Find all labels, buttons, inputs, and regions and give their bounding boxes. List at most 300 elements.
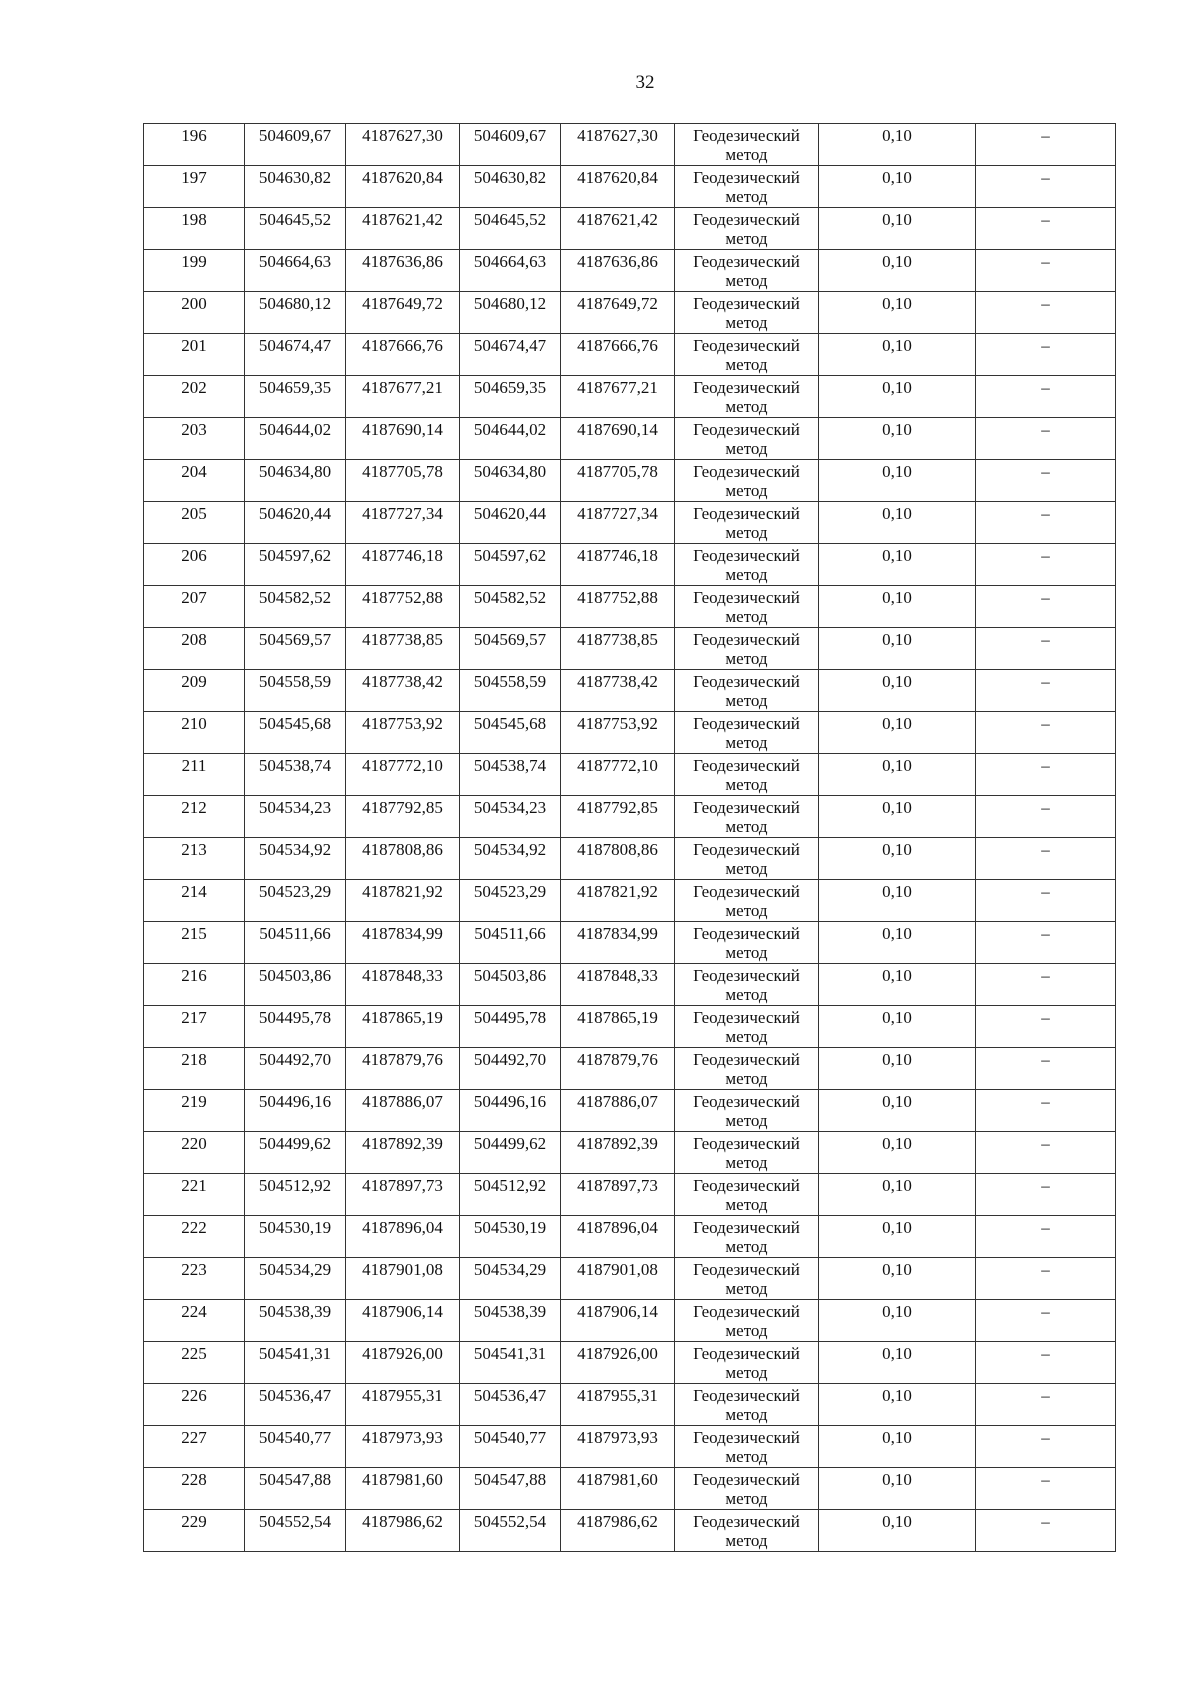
method-cell bbox=[675, 1342, 819, 1384]
table-row bbox=[144, 1468, 1116, 1510]
extra-cell-text: – bbox=[1041, 420, 1050, 439]
y-coordinate-repeat-cell bbox=[561, 376, 675, 418]
y-coordinate-cell-text: 4187666,76 bbox=[362, 336, 443, 355]
extra-cell bbox=[976, 1132, 1116, 1174]
x-coordinate-repeat-cell-text: 504495,78 bbox=[473, 1008, 547, 1027]
extra-cell bbox=[976, 502, 1116, 544]
accuracy-cell bbox=[819, 544, 976, 586]
point-number-cell bbox=[144, 628, 245, 670]
table-row bbox=[144, 292, 1116, 334]
point-number-cell-text: 216 bbox=[181, 966, 207, 985]
method-cell bbox=[675, 250, 819, 292]
x-coordinate-repeat-cell-text: 504512,92 bbox=[473, 1176, 547, 1195]
accuracy-cell bbox=[819, 334, 976, 376]
point-number-cell-text: 204 bbox=[181, 462, 207, 481]
extra-cell bbox=[976, 208, 1116, 250]
y-coordinate-cell-text: 4187981,60 bbox=[362, 1470, 443, 1489]
extra-cell bbox=[976, 670, 1116, 712]
y-coordinate-repeat-cell bbox=[561, 418, 675, 460]
x-coordinate-cell bbox=[245, 1006, 346, 1048]
accuracy-cell bbox=[819, 712, 976, 754]
table-row bbox=[144, 334, 1116, 376]
y-coordinate-cell-text: 4187865,19 bbox=[362, 1008, 443, 1027]
y-coordinate-repeat-cell bbox=[561, 670, 675, 712]
x-coordinate-repeat-cell-text: 504503,86 bbox=[473, 966, 547, 985]
y-coordinate-cell bbox=[346, 124, 460, 166]
extra-cell-text: – bbox=[1041, 1470, 1050, 1489]
table-row bbox=[144, 922, 1116, 964]
x-coordinate-repeat-cell-text: 504630,82 bbox=[473, 168, 547, 187]
x-coordinate-cell-text: 504558,59 bbox=[258, 672, 332, 691]
extra-cell bbox=[976, 544, 1116, 586]
method-cell bbox=[675, 712, 819, 754]
y-coordinate-cell bbox=[346, 292, 460, 334]
point-number-cell-text: 196 bbox=[181, 126, 207, 145]
x-coordinate-cell bbox=[245, 1258, 346, 1300]
accuracy-cell bbox=[819, 1048, 976, 1090]
accuracy-cell-text: 0,10 bbox=[882, 168, 912, 187]
x-coordinate-cell-text: 504534,92 bbox=[258, 840, 332, 859]
point-number-cell-text: 208 bbox=[181, 630, 207, 649]
y-coordinate-repeat-cell bbox=[561, 1132, 675, 1174]
method-line2: метод bbox=[725, 1489, 768, 1508]
x-coordinate-repeat-cell-text: 504534,29 bbox=[473, 1260, 547, 1279]
x-coordinate-cell-text: 504534,29 bbox=[258, 1260, 332, 1279]
accuracy-cell-text: 0,10 bbox=[882, 756, 912, 775]
extra-cell-text: – bbox=[1041, 630, 1050, 649]
accuracy-cell bbox=[819, 1258, 976, 1300]
y-coordinate-repeat-cell bbox=[561, 124, 675, 166]
table-row bbox=[144, 628, 1116, 670]
point-number-cell bbox=[144, 166, 245, 208]
y-coordinate-repeat-cell bbox=[561, 628, 675, 670]
extra-cell bbox=[976, 964, 1116, 1006]
method-line2: метод bbox=[725, 397, 768, 416]
point-number-cell bbox=[144, 754, 245, 796]
table-row bbox=[144, 250, 1116, 292]
y-coordinate-cell-text: 4187738,85 bbox=[362, 630, 443, 649]
extra-cell bbox=[976, 124, 1116, 166]
extra-cell-text: – bbox=[1041, 294, 1050, 313]
x-coordinate-cell bbox=[245, 1468, 346, 1510]
method-line2: метод bbox=[725, 1363, 768, 1382]
x-coordinate-cell bbox=[245, 964, 346, 1006]
y-coordinate-repeat-cell-text: 4187897,73 bbox=[577, 1176, 658, 1195]
method-line2: метод bbox=[725, 691, 768, 710]
method-line1: Геодезический bbox=[693, 1134, 800, 1153]
accuracy-cell-text: 0,10 bbox=[882, 1008, 912, 1027]
accuracy-cell bbox=[819, 796, 976, 838]
y-coordinate-cell bbox=[346, 586, 460, 628]
method-line1: Геодезический bbox=[693, 210, 800, 229]
x-coordinate-cell bbox=[245, 670, 346, 712]
method-line2: метод bbox=[725, 901, 768, 920]
extra-cell-text: – bbox=[1041, 1302, 1050, 1321]
x-coordinate-cell bbox=[245, 124, 346, 166]
x-coordinate-repeat-cell bbox=[460, 1090, 561, 1132]
x-coordinate-repeat-cell-text: 504536,47 bbox=[473, 1386, 547, 1405]
method-line1: Геодезический bbox=[693, 924, 800, 943]
method-line1: Геодезический bbox=[693, 588, 800, 607]
accuracy-cell-text: 0,10 bbox=[882, 1512, 912, 1531]
x-coordinate-cell-text: 504545,68 bbox=[258, 714, 332, 733]
x-coordinate-cell bbox=[245, 712, 346, 754]
extra-cell-text: – bbox=[1041, 1134, 1050, 1153]
method-line2: метод bbox=[725, 985, 768, 1004]
extra-cell-text: – bbox=[1041, 1344, 1050, 1363]
point-number-cell bbox=[144, 460, 245, 502]
method-line2: метод bbox=[725, 145, 768, 164]
y-coordinate-cell bbox=[346, 250, 460, 292]
y-coordinate-repeat-cell-text: 4187627,30 bbox=[577, 126, 658, 145]
method-line1: Геодезический bbox=[693, 882, 800, 901]
method-cell bbox=[675, 838, 819, 880]
accuracy-cell bbox=[819, 502, 976, 544]
y-coordinate-repeat-cell bbox=[561, 964, 675, 1006]
table-row bbox=[144, 460, 1116, 502]
table-row bbox=[144, 418, 1116, 460]
y-coordinate-repeat-cell bbox=[561, 1426, 675, 1468]
x-coordinate-cell bbox=[245, 208, 346, 250]
table-row bbox=[144, 1132, 1116, 1174]
y-coordinate-cell-text: 4187808,86 bbox=[362, 840, 443, 859]
extra-cell-text: – bbox=[1041, 798, 1050, 817]
y-coordinate-cell bbox=[346, 880, 460, 922]
method-line2: метод bbox=[725, 1153, 768, 1172]
accuracy-cell bbox=[819, 1384, 976, 1426]
point-number-cell-text: 215 bbox=[181, 924, 207, 943]
y-coordinate-repeat-cell-text: 4187738,42 bbox=[577, 672, 658, 691]
point-number-cell-text: 221 bbox=[181, 1176, 207, 1195]
table-row bbox=[144, 1342, 1116, 1384]
y-coordinate-repeat-cell bbox=[561, 712, 675, 754]
x-coordinate-repeat-cell bbox=[460, 880, 561, 922]
y-coordinate-cell bbox=[346, 1300, 460, 1342]
x-coordinate-repeat-cell bbox=[460, 166, 561, 208]
x-coordinate-cell-text: 504534,23 bbox=[258, 798, 332, 817]
y-coordinate-repeat-cell-text: 4187636,86 bbox=[577, 252, 658, 271]
y-coordinate-cell bbox=[346, 964, 460, 1006]
x-coordinate-cell bbox=[245, 796, 346, 838]
method-line2: метод bbox=[725, 1069, 768, 1088]
method-cell bbox=[675, 1174, 819, 1216]
y-coordinate-repeat-cell bbox=[561, 1510, 675, 1552]
method-cell bbox=[675, 418, 819, 460]
y-coordinate-repeat-cell bbox=[561, 1300, 675, 1342]
x-coordinate-repeat-cell-text: 504540,77 bbox=[473, 1428, 547, 1447]
method-line2: метод bbox=[725, 817, 768, 836]
extra-cell-text: – bbox=[1041, 714, 1050, 733]
extra-cell bbox=[976, 1006, 1116, 1048]
method-line2: метод bbox=[725, 1111, 768, 1130]
table-row bbox=[144, 1216, 1116, 1258]
y-coordinate-cell bbox=[346, 796, 460, 838]
y-coordinate-cell-text: 4187621,42 bbox=[362, 210, 443, 229]
y-coordinate-repeat-cell bbox=[561, 1468, 675, 1510]
point-number-cell bbox=[144, 376, 245, 418]
x-coordinate-cell bbox=[245, 502, 346, 544]
method-line2: метод bbox=[725, 649, 768, 668]
x-coordinate-cell-text: 504552,54 bbox=[258, 1512, 332, 1531]
y-coordinate-repeat-cell-text: 4187906,14 bbox=[577, 1302, 658, 1321]
accuracy-cell bbox=[819, 1216, 976, 1258]
table-row bbox=[144, 670, 1116, 712]
point-number-cell-text: 223 bbox=[181, 1260, 207, 1279]
method-cell bbox=[675, 1090, 819, 1132]
x-coordinate-repeat-cell bbox=[460, 1510, 561, 1552]
x-coordinate-cell bbox=[245, 418, 346, 460]
method-cell bbox=[675, 628, 819, 670]
point-number-cell-text: 205 bbox=[181, 504, 207, 523]
y-coordinate-repeat-cell bbox=[561, 1048, 675, 1090]
y-coordinate-cell bbox=[346, 712, 460, 754]
extra-cell-text: – bbox=[1041, 252, 1050, 271]
extra-cell-text: – bbox=[1041, 210, 1050, 229]
extra-cell bbox=[976, 922, 1116, 964]
x-coordinate-repeat-cell bbox=[460, 250, 561, 292]
method-line1: Геодезический bbox=[693, 672, 800, 691]
x-coordinate-repeat-cell bbox=[460, 1426, 561, 1468]
extra-cell-text: – bbox=[1041, 1050, 1050, 1069]
point-number-cell bbox=[144, 1216, 245, 1258]
extra-cell bbox=[976, 460, 1116, 502]
table-row bbox=[144, 838, 1116, 880]
x-coordinate-cell bbox=[245, 1174, 346, 1216]
accuracy-cell-text: 0,10 bbox=[882, 1428, 912, 1447]
method-line2: метод bbox=[725, 313, 768, 332]
x-coordinate-repeat-cell-text: 504534,92 bbox=[473, 840, 547, 859]
x-coordinate-repeat-cell bbox=[460, 1384, 561, 1426]
x-coordinate-repeat-cell-text: 504530,19 bbox=[473, 1218, 547, 1237]
y-coordinate-cell-text: 4187892,39 bbox=[362, 1134, 443, 1153]
x-coordinate-cell-text: 504620,44 bbox=[258, 504, 332, 523]
y-coordinate-cell bbox=[346, 460, 460, 502]
y-coordinate-cell bbox=[346, 1468, 460, 1510]
x-coordinate-cell bbox=[245, 1216, 346, 1258]
point-number-cell-text: 206 bbox=[181, 546, 207, 565]
point-number-cell bbox=[144, 502, 245, 544]
extra-cell-text: – bbox=[1041, 504, 1050, 523]
y-coordinate-repeat-cell bbox=[561, 796, 675, 838]
y-coordinate-repeat-cell bbox=[561, 166, 675, 208]
x-coordinate-repeat-cell bbox=[460, 1300, 561, 1342]
point-number-cell bbox=[144, 1132, 245, 1174]
method-line1: Геодезический bbox=[693, 1344, 800, 1363]
y-coordinate-cell-text: 4187897,73 bbox=[362, 1176, 443, 1195]
x-coordinate-repeat-cell bbox=[460, 460, 561, 502]
x-coordinate-cell-text: 504503,86 bbox=[258, 966, 332, 985]
method-line2: метод bbox=[725, 1405, 768, 1424]
y-coordinate-cell-text: 4187879,76 bbox=[362, 1050, 443, 1069]
y-coordinate-repeat-cell-text: 4187848,33 bbox=[577, 966, 658, 985]
extra-cell bbox=[976, 1258, 1116, 1300]
x-coordinate-repeat-cell-text: 504569,57 bbox=[473, 630, 547, 649]
y-coordinate-cell bbox=[346, 1258, 460, 1300]
point-number-cell bbox=[144, 1342, 245, 1384]
method-cell bbox=[675, 880, 819, 922]
y-coordinate-repeat-cell-text: 4187886,07 bbox=[577, 1092, 658, 1111]
x-coordinate-repeat-cell-text: 504523,29 bbox=[473, 882, 547, 901]
y-coordinate-cell bbox=[346, 922, 460, 964]
y-coordinate-repeat-cell bbox=[561, 208, 675, 250]
method-cell bbox=[675, 586, 819, 628]
x-coordinate-repeat-cell-text: 504558,59 bbox=[473, 672, 547, 691]
x-coordinate-cell bbox=[245, 250, 346, 292]
y-coordinate-cell bbox=[346, 838, 460, 880]
table-body bbox=[144, 124, 1116, 1552]
x-coordinate-cell-text: 504674,47 bbox=[258, 336, 332, 355]
x-coordinate-repeat-cell bbox=[460, 628, 561, 670]
extra-cell bbox=[976, 712, 1116, 754]
point-number-cell-text: 229 bbox=[181, 1512, 207, 1531]
point-number-cell bbox=[144, 250, 245, 292]
accuracy-cell bbox=[819, 418, 976, 460]
point-number-cell bbox=[144, 418, 245, 460]
method-cell bbox=[675, 796, 819, 838]
x-coordinate-cell bbox=[245, 1342, 346, 1384]
point-number-cell-text: 210 bbox=[181, 714, 207, 733]
extra-cell bbox=[976, 376, 1116, 418]
accuracy-cell bbox=[819, 1426, 976, 1468]
x-coordinate-repeat-cell-text: 504511,66 bbox=[474, 924, 546, 943]
method-cell bbox=[675, 124, 819, 166]
accuracy-cell-text: 0,10 bbox=[882, 1470, 912, 1489]
x-coordinate-repeat-cell-text: 504492,70 bbox=[473, 1050, 547, 1069]
method-line1: Геодезический bbox=[693, 966, 800, 985]
x-coordinate-cell-text: 504495,78 bbox=[258, 1008, 332, 1027]
point-number-cell-text: 217 bbox=[181, 1008, 207, 1027]
point-number-cell bbox=[144, 124, 245, 166]
y-coordinate-cell-text: 4187926,00 bbox=[362, 1344, 443, 1363]
y-coordinate-cell-text: 4187886,07 bbox=[362, 1092, 443, 1111]
accuracy-cell-text: 0,10 bbox=[882, 882, 912, 901]
accuracy-cell-text: 0,10 bbox=[882, 1176, 912, 1195]
x-coordinate-cell bbox=[245, 166, 346, 208]
table-row bbox=[144, 1258, 1116, 1300]
table-row bbox=[144, 1174, 1116, 1216]
y-coordinate-cell-text: 4187772,10 bbox=[362, 756, 443, 775]
accuracy-cell-text: 0,10 bbox=[882, 840, 912, 859]
extra-cell-text: – bbox=[1041, 1386, 1050, 1405]
x-coordinate-cell-text: 504645,52 bbox=[258, 210, 332, 229]
x-coordinate-cell-text: 504634,80 bbox=[258, 462, 332, 481]
method-line1: Геодезический bbox=[693, 1008, 800, 1027]
accuracy-cell bbox=[819, 586, 976, 628]
point-number-cell-text: 218 bbox=[181, 1050, 207, 1069]
method-line2: метод bbox=[725, 1279, 768, 1298]
accuracy-cell-text: 0,10 bbox=[882, 210, 912, 229]
extra-cell-text: – bbox=[1041, 1260, 1050, 1279]
point-number-cell bbox=[144, 334, 245, 376]
method-line1: Геодезический bbox=[693, 462, 800, 481]
extra-cell bbox=[976, 880, 1116, 922]
x-coordinate-cell-text: 504523,29 bbox=[258, 882, 332, 901]
y-coordinate-repeat-cell bbox=[561, 586, 675, 628]
y-coordinate-repeat-cell-text: 4187896,04 bbox=[577, 1218, 658, 1237]
accuracy-cell bbox=[819, 166, 976, 208]
x-coordinate-repeat-cell-text: 504620,44 bbox=[473, 504, 547, 523]
extra-cell bbox=[976, 1510, 1116, 1552]
y-coordinate-cell bbox=[346, 1006, 460, 1048]
method-line2: метод bbox=[725, 565, 768, 584]
x-coordinate-repeat-cell bbox=[460, 712, 561, 754]
extra-cell-text: – bbox=[1041, 840, 1050, 859]
method-cell bbox=[675, 1510, 819, 1552]
method-line1: Геодезический bbox=[693, 1470, 800, 1489]
table-row bbox=[144, 1300, 1116, 1342]
y-coordinate-cell bbox=[346, 334, 460, 376]
method-cell bbox=[675, 334, 819, 376]
x-coordinate-cell-text: 504538,39 bbox=[258, 1302, 332, 1321]
extra-cell bbox=[976, 1174, 1116, 1216]
x-coordinate-cell-text: 504664,63 bbox=[258, 252, 332, 271]
x-coordinate-cell bbox=[245, 880, 346, 922]
y-coordinate-cell-text: 4187792,85 bbox=[362, 798, 443, 817]
x-coordinate-cell-text: 504540,77 bbox=[258, 1428, 332, 1447]
y-coordinate-repeat-cell-text: 4187834,99 bbox=[577, 924, 658, 943]
extra-cell-text: – bbox=[1041, 1092, 1050, 1111]
extra-cell bbox=[976, 1342, 1116, 1384]
point-number-cell-text: 227 bbox=[181, 1428, 207, 1447]
method-line1: Геодезический bbox=[693, 1386, 800, 1405]
point-number-cell bbox=[144, 1468, 245, 1510]
x-coordinate-cell bbox=[245, 1510, 346, 1552]
y-coordinate-repeat-cell-text: 4187738,85 bbox=[577, 630, 658, 649]
accuracy-cell bbox=[819, 1342, 976, 1384]
extra-cell-text: – bbox=[1041, 588, 1050, 607]
page-number: 32 bbox=[635, 72, 655, 93]
y-coordinate-cell bbox=[346, 1510, 460, 1552]
point-number-cell-text: 207 bbox=[181, 588, 207, 607]
point-number-cell-text: 212 bbox=[181, 798, 207, 817]
accuracy-cell-text: 0,10 bbox=[882, 252, 912, 271]
accuracy-cell-text: 0,10 bbox=[882, 1218, 912, 1237]
method-line1: Геодезический bbox=[693, 546, 800, 565]
method-cell bbox=[675, 964, 819, 1006]
y-coordinate-cell-text: 4187753,92 bbox=[362, 714, 443, 733]
method-line2: метод bbox=[725, 1195, 768, 1214]
x-coordinate-repeat-cell-text: 504552,54 bbox=[473, 1512, 547, 1531]
accuracy-cell bbox=[819, 1006, 976, 1048]
x-coordinate-cell-text: 504541,31 bbox=[258, 1344, 332, 1363]
y-coordinate-cell-text: 4187848,33 bbox=[362, 966, 443, 985]
y-coordinate-cell bbox=[346, 754, 460, 796]
method-line2: метод bbox=[725, 439, 768, 458]
point-number-cell bbox=[144, 964, 245, 1006]
accuracy-cell-text: 0,10 bbox=[882, 420, 912, 439]
accuracy-cell-text: 0,10 bbox=[882, 546, 912, 565]
method-cell bbox=[675, 544, 819, 586]
extra-cell-text: – bbox=[1041, 546, 1050, 565]
point-number-cell-text: 219 bbox=[181, 1092, 207, 1111]
x-coordinate-repeat-cell-text: 504538,39 bbox=[473, 1302, 547, 1321]
x-coordinate-repeat-cell-text: 504541,31 bbox=[473, 1344, 547, 1363]
method-cell bbox=[675, 1258, 819, 1300]
y-coordinate-repeat-cell-text: 4187955,31 bbox=[577, 1386, 658, 1405]
y-coordinate-repeat-cell bbox=[561, 250, 675, 292]
accuracy-cell bbox=[819, 1510, 976, 1552]
y-coordinate-repeat-cell-text: 4187753,92 bbox=[577, 714, 658, 733]
accuracy-cell-text: 0,10 bbox=[882, 378, 912, 397]
table-row bbox=[144, 208, 1116, 250]
method-cell bbox=[675, 376, 819, 418]
extra-cell bbox=[976, 1216, 1116, 1258]
accuracy-cell-text: 0,10 bbox=[882, 588, 912, 607]
table-row bbox=[144, 712, 1116, 754]
extra-cell bbox=[976, 838, 1116, 880]
method-cell bbox=[675, 1468, 819, 1510]
y-coordinate-cell-text: 4187986,62 bbox=[362, 1512, 443, 1531]
